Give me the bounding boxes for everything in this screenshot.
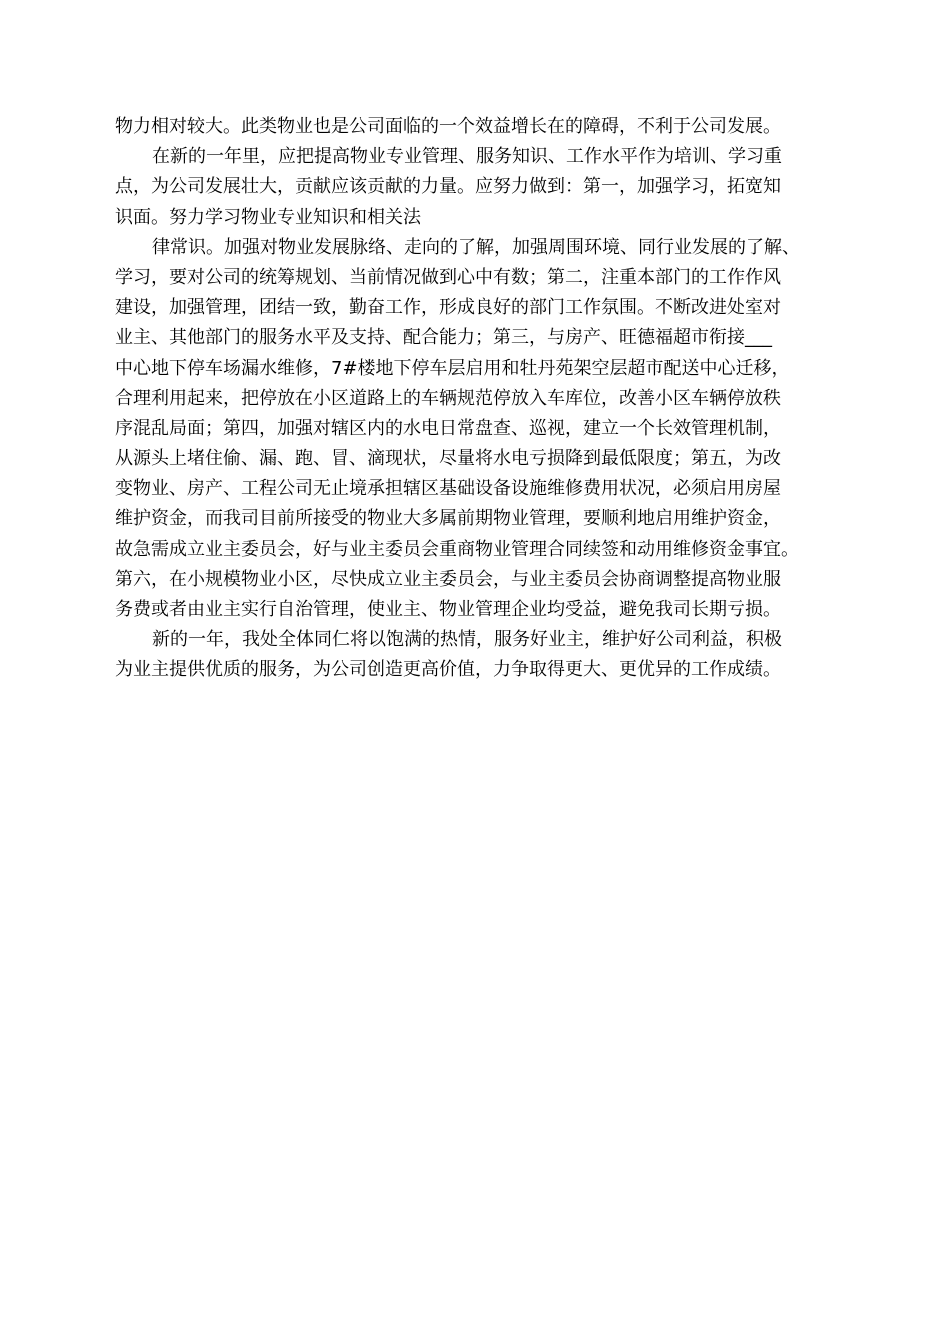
text-line: 维护资金，而我司目前所接受的物业大多属前期物业管理，要顺利地启用维护资金， xyxy=(115,508,781,530)
document-body xyxy=(115,112,837,686)
text-line: 务费或者由业主实行自治管理，使业主、物业管理企业均受益，避免我司长期亏损。 xyxy=(115,599,781,620)
text-line: 中心地下停车场漏水维修，7#楼地下停车层启用和牡丹苑架空层超市配送中心迁移， xyxy=(115,357,790,379)
text-line: 变物业、房产、工程公司无止境承担辖区基础设备设施维修费用状况，必须启用房屋 xyxy=(115,478,781,500)
text-line: 从源头上堵住偷、漏、跑、冒、滴现状，尽量将水电亏损降到最低限度；第五，为改 xyxy=(115,448,781,470)
text-line: 点，为公司发展壮大，贡献应该贡献的力量。应努力做到：第一，加强学习，拓宽知 xyxy=(115,176,781,198)
text-line: 故急需成立业主委员会，好与业主委员会重商物业管理合同续签和动用维修资金事宜。 xyxy=(115,538,799,560)
text-line: 新的一年，我处全体同仁将以饱满的热情，服务好业主，维护好公司利益，积极 xyxy=(152,629,782,651)
text-line: 业主、其他部门的服务水平及支持、配合能力；第三，与房产、旺德福超市衔接___ xyxy=(115,327,772,349)
text-line: 物力相对较大。此类物业也是公司面临的一个效益增长在的障碍，不利于公司发展。 xyxy=(115,116,781,137)
text-line: 学习，要对公司的统筹规划、当前情况做到心中有数；第二，注重本部门的工作作风 xyxy=(115,266,781,288)
text-line: 合理利用起来，把停放在小区道路上的车辆规范停放入车库位，改善小区车辆停放秩 xyxy=(115,387,781,409)
text-line: 识面。努力学习物业专业知识和相关法 xyxy=(115,206,421,228)
text-line: 在新的一年里，应把提高物业专业管理、服务知识、工作水平作为培训、学习重 xyxy=(152,146,782,168)
text-line: 律常识。加强对物业发展脉络、走向的了解，加强周围环境、同行业发展的了解、 xyxy=(152,236,800,258)
text-line: 序混乱局面；第四，加强对辖区内的水电日常盘查、巡视，建立一个长效管理机制， xyxy=(115,417,781,439)
text-line: 建设，加强管理，团结一致，勤奋工作，形成良好的部门工作氛围。不断改进处室对 xyxy=(115,297,781,319)
text-line: 为业主提供优质的服务，为公司创造更高价值，力争取得更大、更优异的工作成绩。 xyxy=(115,659,781,681)
text-line: 第六，在小规模物业小区，尽快成立业主委员会，与业主委员会协商调整提高物业服 xyxy=(115,568,781,590)
